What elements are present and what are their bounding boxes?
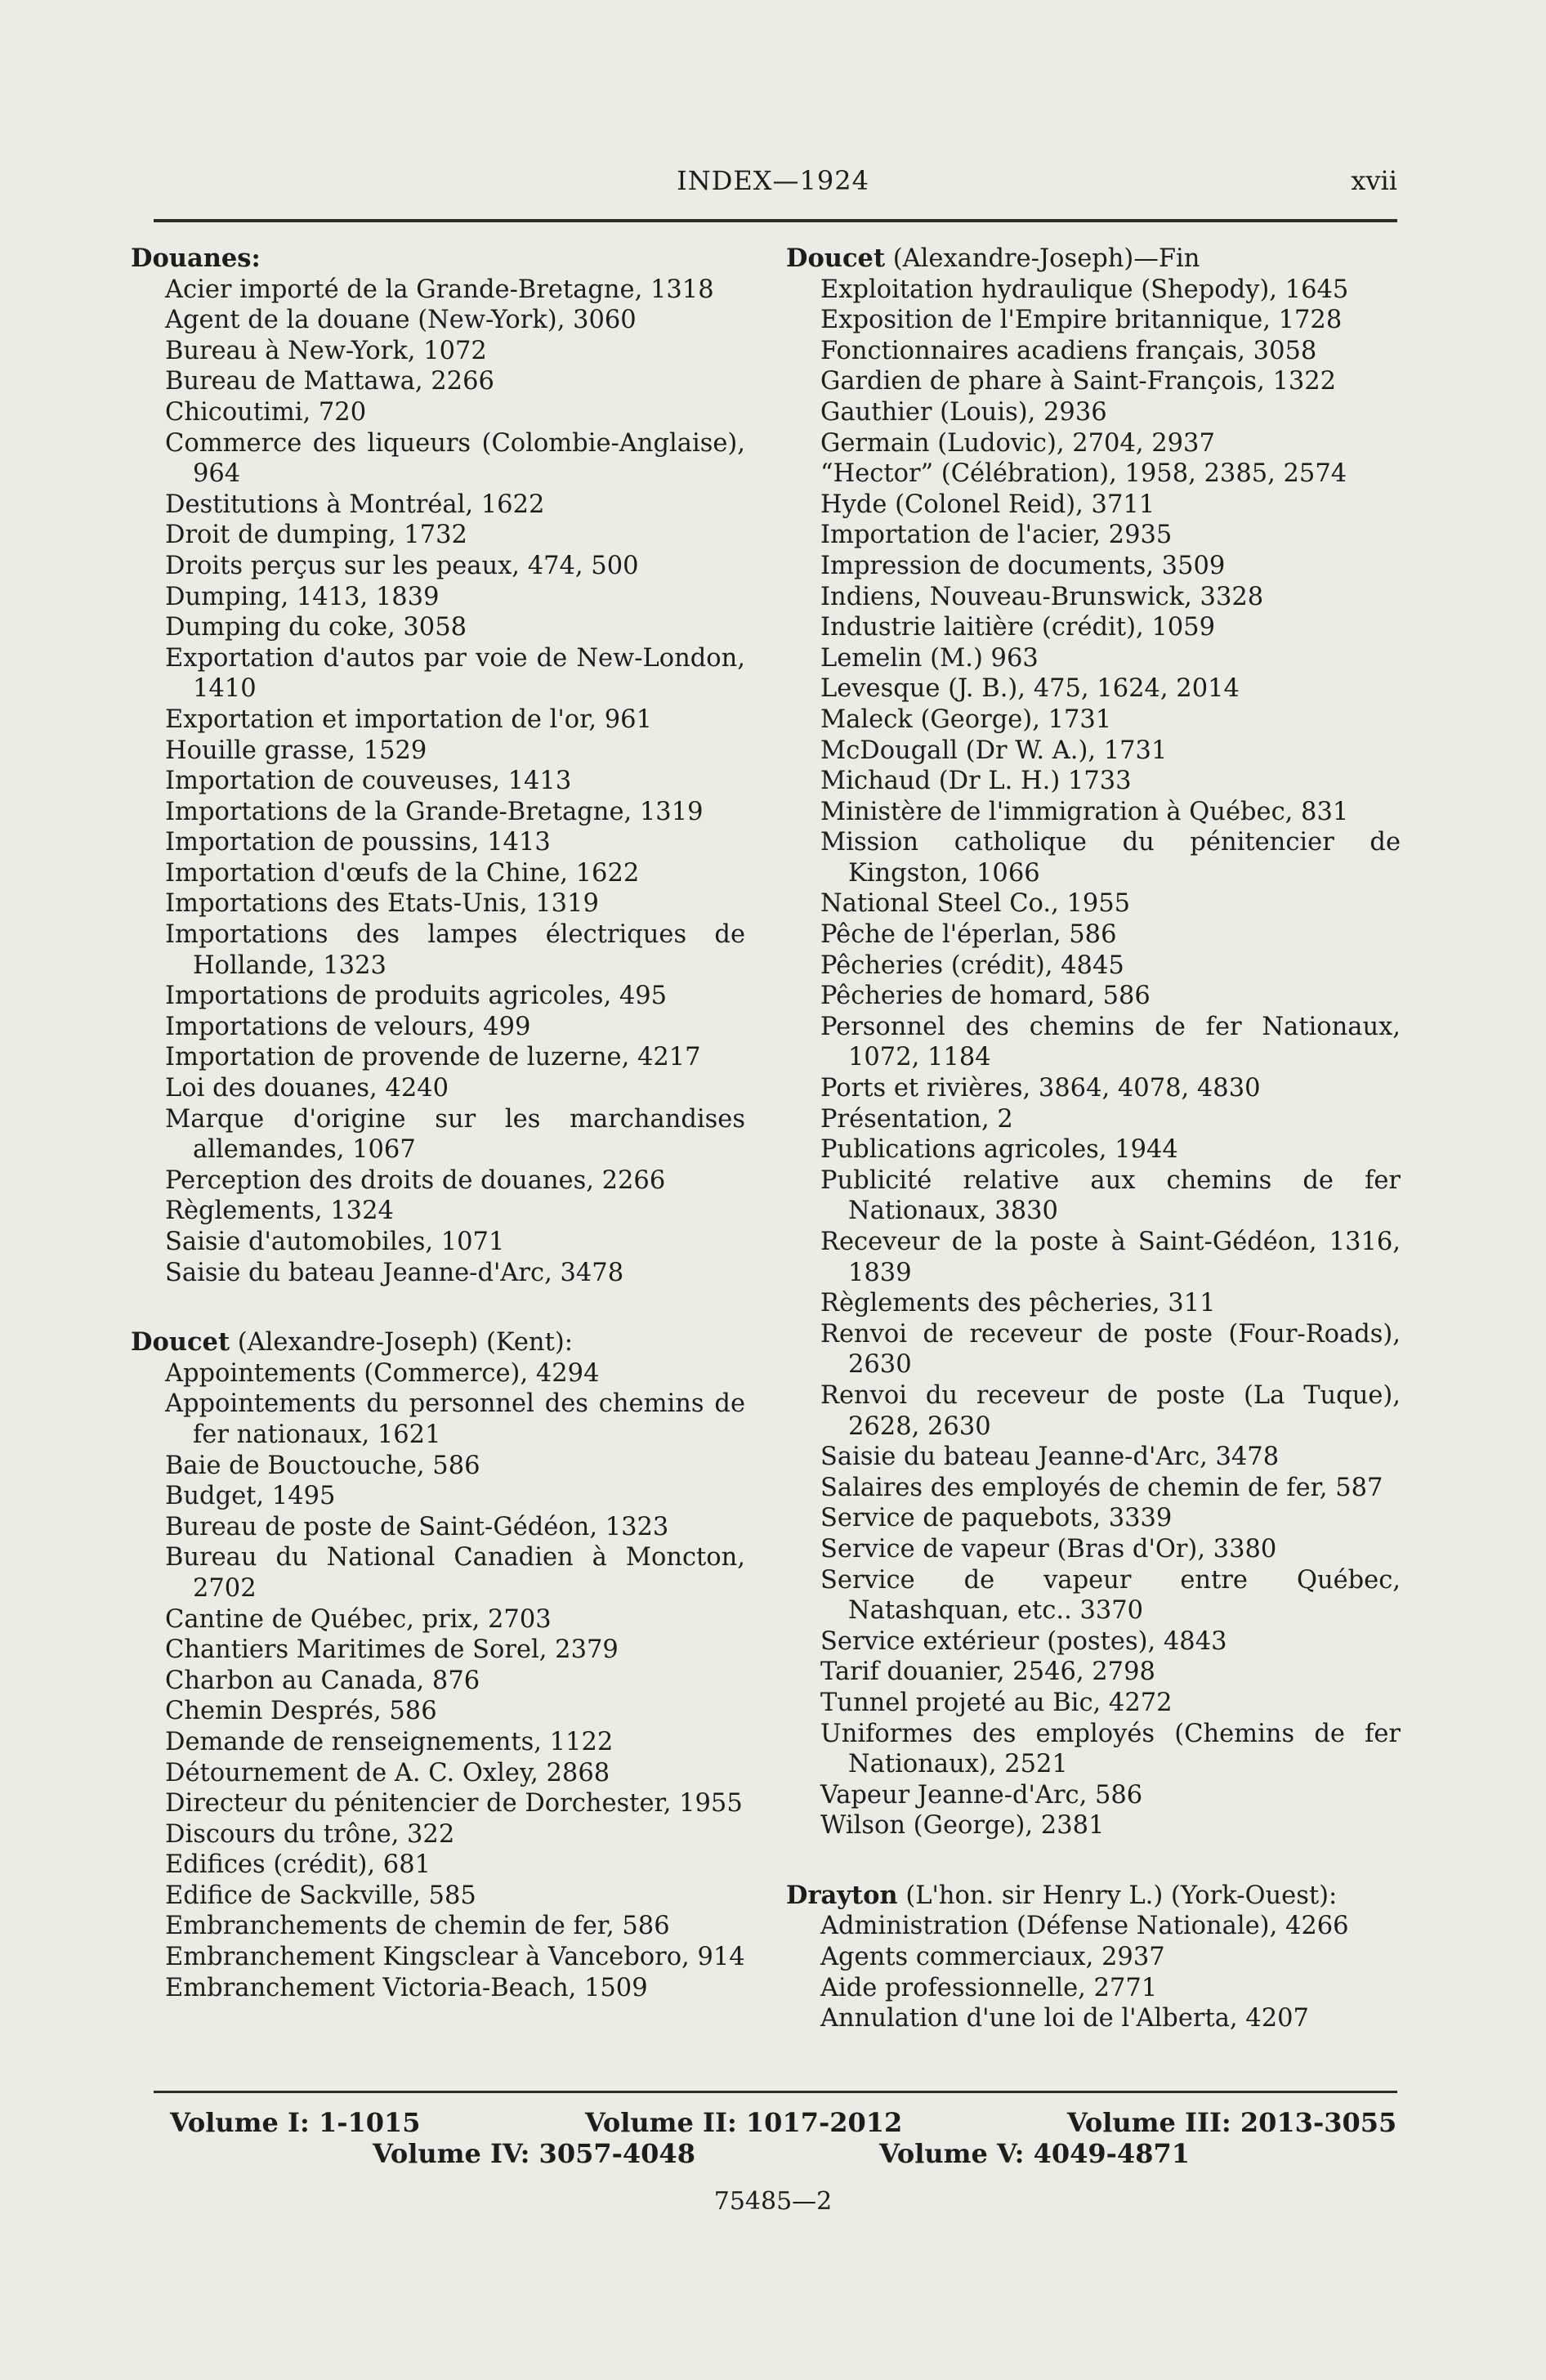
- footer-rule: [154, 2091, 1397, 2093]
- index-entry: Dumping du coke, 3058: [165, 613, 467, 642]
- index-entry: Perception des droits de douanes, 2266: [165, 1165, 666, 1195]
- index-entry: Michaud (Dr L. H.) 1733: [820, 767, 1132, 796]
- index-entry: Loi des douanes, 4240: [165, 1074, 449, 1103]
- index-entry: Importation de provende de luzerne, 4217: [165, 1043, 701, 1072]
- index-entry: Publicité relative aux chemins de fer Nationaux, 3830: [820, 1165, 1401, 1226]
- index-entry: Appointements (Commerce), 4294: [165, 1358, 600, 1388]
- index-entry: Tunnel projeté au Bic, 4272: [820, 1688, 1173, 1717]
- index-entry: Edifices (crédit), 681: [165, 1850, 431, 1880]
- index-entry: Droit de dumping, 1732: [165, 521, 467, 550]
- index-entry: Gardien de phare à Saint-François, 1322: [820, 367, 1337, 396]
- heading-name: Doucet: [131, 1327, 230, 1358]
- index-entry: Houille grasse, 1529: [165, 736, 427, 765]
- volume-ranges-row-2: [154, 2138, 1397, 2171]
- heading-name: Doucet: [786, 244, 886, 273]
- index-entry: Baie de Bouctouche, 586: [165, 1451, 480, 1480]
- index-entry: Importation de couveuses, 1413: [165, 767, 572, 796]
- index-entry: Saisie du bateau Jeanne-d'Arc, 3478: [165, 1258, 624, 1287]
- index-entry: Importations de produits agricoles, 495: [165, 982, 668, 1011]
- index-entry: Tarif douanier, 2546, 2798: [820, 1658, 1155, 1687]
- index-entry: Droits perçus sur les peaux, 474, 500: [165, 551, 639, 580]
- index-entry: Indiens, Nouveau-Brunswick, 3328: [820, 582, 1264, 611]
- index-entry: Embranchements de chemin de fer, 586: [165, 1912, 670, 1941]
- index-entry: Germain (Ludovic), 2704, 2937: [820, 428, 1215, 458]
- index-entry: Charbon au Canada, 876: [165, 1666, 480, 1695]
- index-entry: Salaires des employés de chemin de fer, 587: [820, 1473, 1383, 1502]
- index-entry: Discours du trône, 322: [165, 1819, 455, 1849]
- index-entry: Mission catholique du pénitencier de Kingston, 1066: [820, 828, 1401, 888]
- heading-detail: (L'hon. sir Henry L.) (York-Ouest):: [897, 1881, 1338, 1910]
- index-entry: Fonctionnaires acadiens français, 3058: [820, 336, 1317, 365]
- printer-signature: 75485—2: [713, 2187, 833, 2216]
- volume-range: Volume III: 2013-3055: [1067, 2107, 1397, 2138]
- index-entry: Bureau à New-York, 1072: [165, 336, 487, 365]
- index-entry: Directeur du pénitencier de Dorchester, 1955: [165, 1789, 743, 1819]
- index-entry: Service de paquebots, 3339: [820, 1504, 1173, 1533]
- index-entry: Industrie laitière (crédit), 1059: [820, 613, 1215, 642]
- index-entry: Service extérieur (postes), 4843: [820, 1626, 1227, 1656]
- volume-range: Volume I: 1-1015: [170, 2107, 421, 2138]
- index-entry: “Hector” (Célébration), 1958, 2385, 2574: [820, 459, 1347, 489]
- index-entry: Cantine de Québec, prix, 2703: [165, 1604, 552, 1634]
- section-gap: [786, 1841, 1401, 1881]
- index-entry: Exploitation hydraulique (Shepody), 1645: [820, 275, 1349, 304]
- volume-range: Volume V: 4049-4871: [879, 2138, 1190, 2169]
- index-entry: Règlements des pêcheries, 311: [820, 1289, 1216, 1318]
- index-entry: Exposition de l'Empire britannique, 1728: [820, 306, 1343, 335]
- index-entry: Receveur de la poste à Saint-Gédéon, 1316, 1839: [820, 1228, 1401, 1287]
- index-entry: Importation de l'acier, 2935: [820, 521, 1173, 550]
- index-entry: Importations de velours, 499: [165, 1012, 531, 1041]
- index-entry: Règlements, 1324: [165, 1197, 394, 1226]
- section-gap: [131, 1288, 745, 1327]
- index-entry: Importation de poussins, 1413: [165, 828, 551, 857]
- index-entry: Embranchement Victoria-Beach, 1509: [165, 1973, 648, 2002]
- index-entry: Importations des Etats-Unis, 1319: [165, 889, 599, 919]
- index-entry: Chicoutimi, 720: [165, 397, 367, 427]
- index-entry: Hyde (Colonel Reid), 3711: [820, 490, 1155, 519]
- right-column: [786, 244, 1401, 2034]
- index-entry: McDougall (Dr W. A.), 1731: [820, 736, 1168, 765]
- volume-ranges-row-1: [154, 2107, 1397, 2140]
- index-entry: Saisie du bateau Jeanne-d'Arc, 3478: [820, 1443, 1280, 1472]
- index-entry: Bureau de Mattawa, 2266: [165, 367, 494, 396]
- index-entry: Commerce des liqueurs (Colombie-Anglaise), 964: [165, 428, 745, 489]
- index-entry: Service de vapeur (Bras d'Or), 3380: [820, 1534, 1277, 1564]
- index-heading: [131, 244, 745, 275]
- index-entry: Bureau de poste de Saint-Gédéon, 1323: [165, 1512, 669, 1541]
- heading-name: Douanes:: [131, 244, 261, 273]
- index-entry: Saisie d'automobiles, 1071: [165, 1228, 505, 1256]
- index-entry: Gauthier (Louis), 2936: [820, 397, 1107, 427]
- index-entry: Service de vapeur entre Québec, Natashquan, etc.. 3370: [820, 1565, 1401, 1626]
- index-entry: Aide professionnelle, 2771: [820, 1973, 1158, 2002]
- volume-range: Volume IV: 3057-4048: [373, 2138, 695, 2169]
- index-entry: Edifice de Sackville, 585: [165, 1881, 476, 1910]
- index-entry: Wilson (George), 2381: [820, 1811, 1105, 1841]
- index-entry: Détournement de A. C. Oxley, 2868: [165, 1758, 610, 1787]
- volume-range: Volume II: 1017-2012: [585, 2107, 903, 2138]
- index-entry: Destitutions à Montréal, 1622: [165, 490, 545, 519]
- index-entry: Levesque (J. B.), 475, 1624, 2014: [820, 674, 1240, 704]
- index-entry: Chemin Després, 586: [165, 1697, 437, 1726]
- left-column: [131, 244, 745, 2003]
- index-entry: Embranchement Kingsclear à Vanceboro, 914: [165, 1943, 745, 1972]
- header-rule: [154, 219, 1397, 222]
- index-entry: Présentation, 2: [820, 1104, 1013, 1134]
- index-entry: Publications agricoles, 1944: [820, 1135, 1178, 1165]
- index-entry: Budget, 1495: [165, 1482, 336, 1511]
- index-entry: Exportation d'autos par voie de New-London, 1410: [165, 643, 745, 704]
- index-entry: Dumping, 1413, 1839: [165, 582, 440, 611]
- index-entry: Pêcheries de homard, 586: [820, 982, 1151, 1011]
- index-entry: Acier importé de la Grande-Bretagne, 1318: [165, 275, 714, 304]
- running-title: INDEX—1924: [677, 165, 869, 196]
- page-number: xvii: [1351, 165, 1397, 196]
- index-entry: Impression de documents, 3509: [820, 551, 1226, 580]
- index-entry: Ports et rivières, 3864, 4078, 4830: [820, 1074, 1261, 1103]
- index-entry: Personnel des chemins de fer Nationaux, 1072, 1184: [820, 1012, 1401, 1072]
- index-entry: Agents commerciaux, 2937: [820, 1943, 1165, 1972]
- index-entry: Renvoi de receveur de poste (Four-Roads), 2630: [820, 1319, 1401, 1380]
- index-heading: [786, 1881, 1401, 1912]
- index-entry: Importations de la Grande-Bretagne, 1319: [165, 797, 704, 826]
- index-entry: Vapeur Jeanne-d'Arc, 586: [820, 1780, 1143, 1810]
- index-entry: Renvoi du receveur de poste (La Tuque), 2628, 2630: [820, 1380, 1401, 1441]
- heading-name: Drayton: [786, 1880, 898, 1910]
- index-entry: Bureau du National Canadien à Moncton, 2702: [165, 1543, 745, 1603]
- index-entry: Appointements du personnel des chemins de fer nationaux, 1621: [165, 1389, 745, 1449]
- index-entry: Chantiers Maritimes de Sorel, 2379: [165, 1635, 619, 1665]
- index-entry: Ministère de l'immigration à Québec, 831: [820, 797, 1349, 826]
- index-entry: Lemelin (M.) 963: [820, 643, 1039, 673]
- heading-detail: (Alexandre-Joseph) (Kent):: [230, 1328, 574, 1358]
- index-entry: Pêcheries (crédit), 4845: [820, 951, 1124, 980]
- heading-detail: (Alexandre-Joseph)—Fin: [885, 244, 1200, 273]
- index-entry: Importations des lampes électriques de Hollande, 1323: [165, 920, 745, 980]
- index-entry: Demande de renseignements, 1122: [165, 1727, 614, 1756]
- index-entry: Maleck (George), 1731: [820, 705, 1112, 734]
- index-entry: Annulation d'une loi de l'Alberta, 4207: [820, 2004, 1309, 2033]
- index-entry: Pêche de l'éperlan, 586: [820, 920, 1117, 950]
- index-entry: Exportation et importation de l'or, 961: [165, 705, 652, 734]
- index-entry: Uniformes des employés (Chemins de fer Nationaux), 2521: [820, 1719, 1401, 1779]
- index-heading: [131, 1327, 745, 1358]
- index-entry: National Steel Co., 1955: [820, 889, 1131, 919]
- index-entry: Administration (Défense Nationale), 4266: [820, 1912, 1349, 1941]
- index-entry: Agent de la douane (New-York), 3060: [165, 306, 637, 335]
- index-heading: [786, 244, 1401, 275]
- index-entry: Marque d'origine sur les marchandises allemandes, 1067: [165, 1104, 745, 1165]
- index-entry: Importation d'œufs de la Chine, 1622: [165, 858, 640, 888]
